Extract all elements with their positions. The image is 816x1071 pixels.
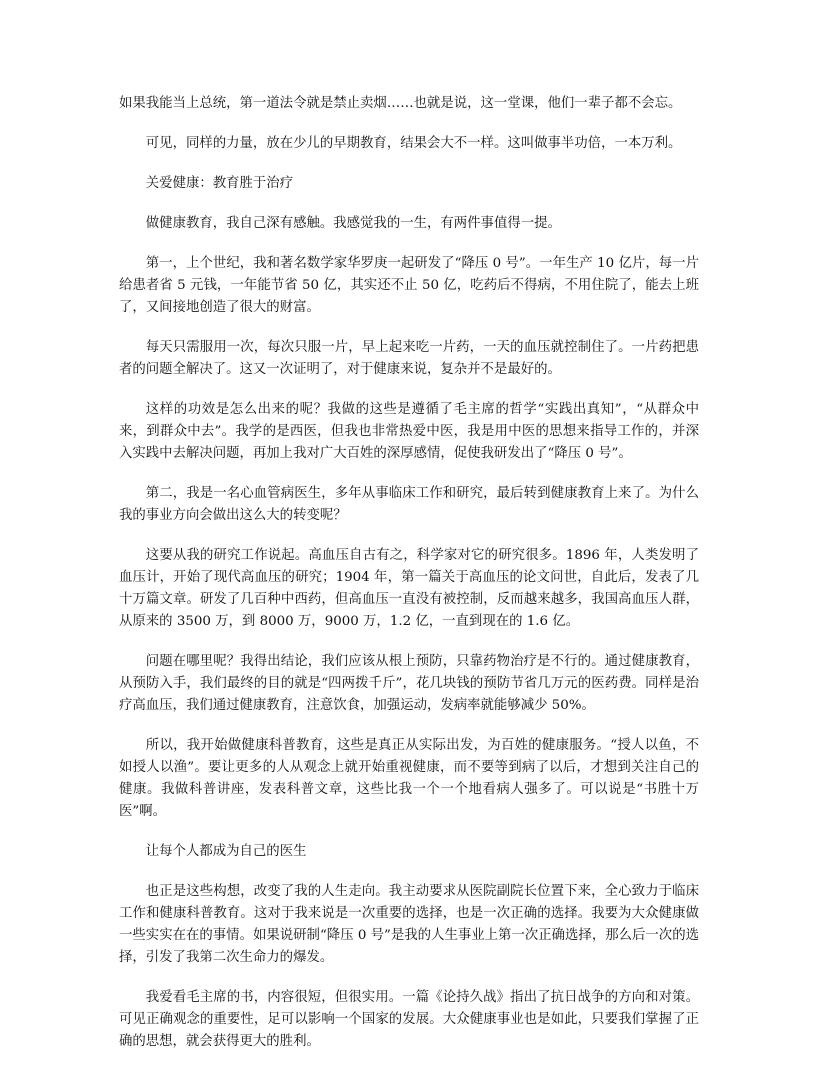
paragraph: 第二，我是一名心血管病医生，多年从事临床工作和研究，最后转到健康教育上来了。为什么我的事业方向会做出这么大的转变呢？ bbox=[119, 486, 699, 523]
paragraph: 这要从我的研究工作说起。高血压自古有之，科学家对它的研究很多。1896 年，人类发明了血压计，开始了现代高血压的研究；1904 年，第一篇关于高血压的论文问世，自此后，发表了几十万篇文章。研发了几百种中西药，但高血压一直没有被控制，反而越来越多，我国高血压人群，从原来的 3500 万，到 8000 万，9000 万，1.2 亿，一直到现在的 1.6 亿。 bbox=[119, 548, 699, 629]
paragraph: 也正是这些构想，改变了我的人生走向。我主动要求从医院副院长位置下来，全心致力于临床工作和健康科普教育。这对于我来说是一次重要的选择，也是一次正确的选择。我要为大众健康做一些实实在在的事情。如果说研制“降压 0 号”是我的人生事业上第一次正确选择，那么后一次的选择，引发了我第二次生命力的爆发。 bbox=[119, 884, 699, 965]
paragraph: 这样的功效是怎么出来的呢？我做的这些是遵循了毛主席的哲学“实践出真知”，“从群众中来，到群众中去”。我学的是西医，但我也非常热爱中医，我是用中医的思想来指导工作的，并深入实践中去解决问题，再加上我对广大百姓的深厚感情，促使我研发出了“降压 0 号”。 bbox=[119, 402, 699, 461]
paragraph-continued: 如果我能当上总统，第一道法令就是禁止卖烟……也就是说，这一堂课，他们一辈子都不会忘。 bbox=[119, 96, 682, 111]
section-heading-health-education: 关爱健康：教育胜于治疗 bbox=[145, 176, 294, 191]
paragraph: 所以，我开始做健康科普教育，这些是真正从实际出发，为百姓的健康服务。“授人以鱼，不如授人以渔”。要让更多的人从观念上就开始重视健康，而不要等到病了以后，才想到关注自己的健康。我做科普讲座，发表科普文章，这些比我一个一个地看病人强多了。可以说是“书胜十万医”啊。 bbox=[119, 738, 699, 819]
paragraph: 每天只需服用一次，每次只服一片，早上起来吃一片药，一天的血压就控制住了。一片药把患者的问题全解决了。这又一次证明了，对于健康来说，复杂并不是最好的。 bbox=[119, 340, 699, 377]
paragraph: 做健康教育，我自己深有感触。我感觉我的一生，有两件事值得一提。 bbox=[145, 216, 561, 231]
document-body bbox=[119, 93, 699, 1071]
paragraph: 第一，上个世纪，我和著名数学家华罗庚一起研发了“降压 0 号”。一年生产 10 亿片，每一片给患者省 5 元钱，一年能节省 50 亿，其实还不止 50 亿，吃药后不得病，不用住院了，能去上班了，又间接地创造了很大的财富。 bbox=[119, 256, 699, 315]
paragraph: 我爱看毛主席的书，内容很短，但很实用。一篇《论持久战》指出了抗日战争的方向和对策。可见正确观念的重要性，足可以影响一个国家的发展。大众健康事业也是如此，只要我们掌握了正确的思想，就会获得更大的胜利。 bbox=[119, 990, 699, 1049]
paragraph: 可见，同样的力量，放在少儿的早期教育，结果会大不一样。这叫做事半功倍，一本万利。 bbox=[145, 136, 682, 151]
paragraph: 问题在哪里呢？我得出结论，我们应该从根上预防，只靠药物治疗是不行的。通过健康教育，从预防入手，我们最终的目的就是“四两拨千斤”，花几块钱的预防节省几万元的医药费。同样是治疗高血压，我们通过健康教育，注意饮食，加强运动，发病率就能够减少 50%。 bbox=[119, 654, 699, 713]
section-heading-own-doctor: 让每个人都成为自己的医生 bbox=[145, 844, 307, 859]
